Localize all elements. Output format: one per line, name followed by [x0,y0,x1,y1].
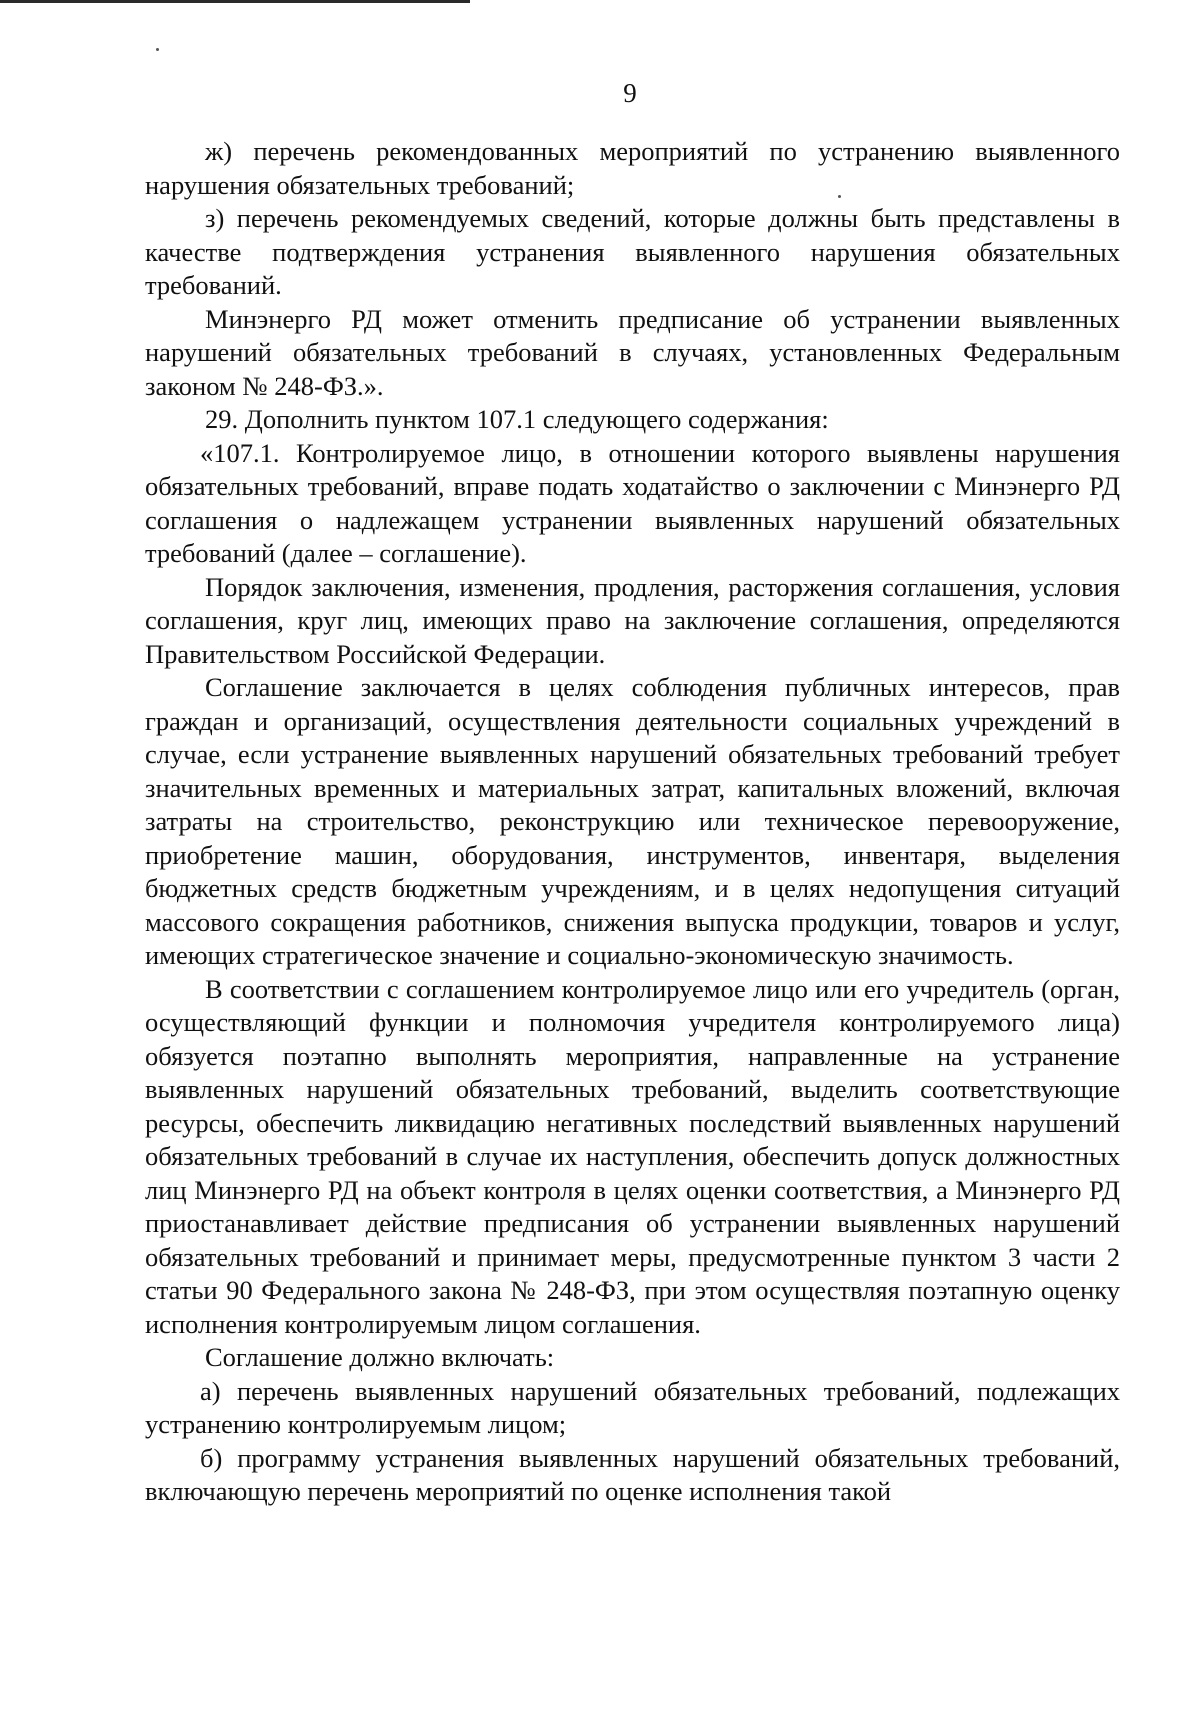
paragraph-agreement-procedure: Порядок заключения, изменения, продления, расторжения соглашения, условия соглашения, круг лиц, имеющих право на заключение соглашения, определяются Правительством Российской Федерации. [145,571,1120,669]
document-body [145,135,1120,1509]
paragraph-agreement-purpose: Соглашение заключается в целях соблюдения публичных интересов, прав граждан и организаций, осуществления деятельности социальных учреждений в случае, если устранение выявленных нарушений обязательных требований требует значительных временных и материальных затрат, капитальных вложений, включая затраты на строительство, реконструкцию или техническое перевооружение, приобретение машин, оборудования, инструментов, инвентаря, выделения бюджетных средств бюджетным учреждениям, и в целях недопущения ситуаций массового сокращения работников, снижения выпуска продукции, товаров и услуг, имеющих стратегическое значение и социально-экономическую значимость. [145,672,1120,970]
paragraph-agreement-obligations: В соответствии с соглашением контролируемое лицо или его учредитель (орган, осуществляющий функции и полномочия учредителя контролируемого лица) обязуется поэтапно выполнять мероприятия, направленные на устранение выявленных нарушений обязательных требований, выделить соответствующие ресурсы, обеспечить ликвидацию негативных последствий выявленных нарушений обязательных требований в случае их наступления, обеспечить допуск должностных лиц Минэнерго РД на объект контроля в целях оценки соответствия, а Минэнерго РД приостанавливает действие предписания об устранении выявленных нарушений обязательных требований и принимает меры, предусмотренные пунктом 3 части 2 статьи 90 Федерального закона № 248-ФЗ, при этом осуществляя поэтапную оценку исполнения контролируемым лицом соглашения. [145,973,1120,1339]
paragraph-agreement-contents: Соглашение должно включать: [205,1342,555,1372]
paragraph-cancel-order: Минэнерго РД может отменить предписание об устранении выявленных нарушений обязательных требований в случаях, установленных Федеральным законом № 248-ФЗ.». [145,303,1120,401]
paragraph-amendment-29: 29. Дополнить пунктом 107.1 следующего содержания: [205,404,829,434]
list-item-b: б) программу устранения выявленных нарушений обязательных требований, включающую перечень мероприятий по оценке исполнения такой [145,1442,1120,1506]
scan-edge-mark [0,0,470,3]
scan-speck [156,48,159,51]
paragraph-item-zh: ж) перечень рекомендованных мероприятий по устранению выявленного нарушения обязательных требований; [145,136,1120,200]
paragraph-item-z: з) перечень рекомендуемых сведений, которые должны быть представлены в качестве подтверждения устранения выявленного нарушения обязательных требований. [145,203,1120,300]
paragraph-clause-107-1: «107.1. Контролируемое лицо, в отношении которого выявлены нарушения обязательных требований, вправе подать ходатайство о заключении с Минэнерго РД соглашения о надлежащем устранении выявленных нарушений обязательных требований (далее – соглашение). [145,437,1120,568]
list-item-a: а) перечень выявленных нарушений обязательных требований, подлежащих устранению контролируемым лицом; [145,1375,1120,1439]
page-number: 9 [623,78,637,108]
